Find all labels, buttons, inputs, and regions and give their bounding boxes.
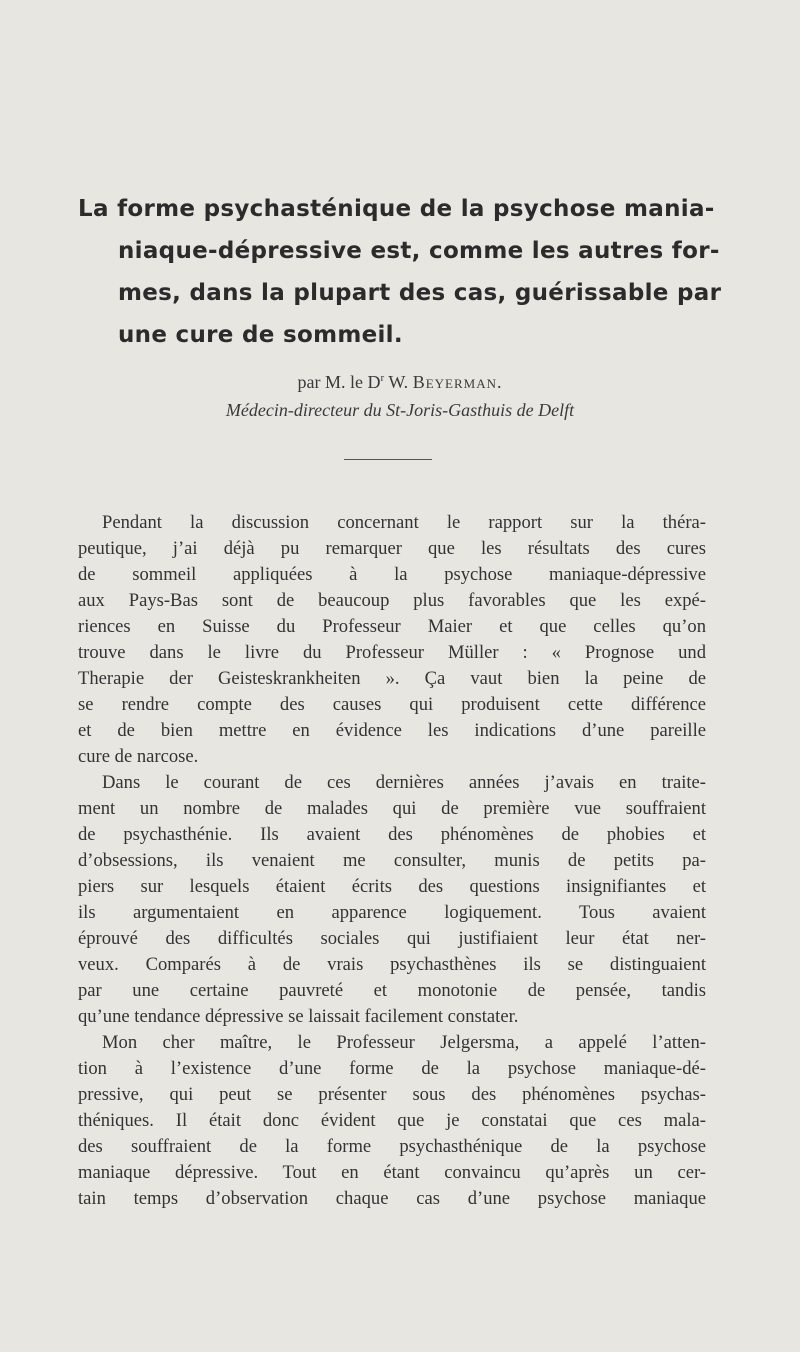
body-line: aux Pays-Bas sont de beaucoup plus favorables que les expé- bbox=[78, 590, 706, 611]
author-affiliation: Médecin-directeur du St-Joris-Gasthuis de Delft bbox=[225, 400, 575, 420]
body-line: et de bien mettre en évidence les indications d’une pareille bbox=[78, 720, 706, 741]
byline-sup: r bbox=[380, 372, 385, 384]
body-line: Mon cher maître, le Professeur Jelgersma, a appelé l’atten- bbox=[102, 1032, 706, 1053]
body-line: tion à l’existence d’une forme de la psychose maniaque-dé- bbox=[78, 1058, 706, 1079]
body-line: maniaque dépressive. Tout en étant convaincu qu’après un cer- bbox=[78, 1162, 706, 1183]
body-line: d’obsessions, ils venaient me consulter, munis de petits pa- bbox=[78, 850, 706, 871]
body-text bbox=[78, 510, 706, 1212]
author-name: Beyerman. bbox=[412, 372, 503, 392]
title-line: une cure de sommeil. bbox=[118, 322, 403, 348]
body-line: par une certaine pauvreté et monotonie de pensée, tandis bbox=[78, 980, 706, 1001]
body-line: veux. Comparés à de vrais psychasthènes ils se distinguaient bbox=[78, 954, 706, 975]
body-line: tain temps d’observation chaque cas d’une psychose maniaque bbox=[78, 1188, 706, 1209]
body-line: riences en Suisse du Professeur Maier et que celles qu’on bbox=[78, 616, 706, 637]
body-line: de sommeil appliquées à la psychose maniaque-dépressive bbox=[78, 564, 706, 585]
body-line: des souffraient de la forme psychasthénique de la psychose bbox=[78, 1136, 706, 1157]
byline-initial: W. bbox=[384, 372, 413, 392]
body-line: peutique, j’ai déjà pu remarquer que les résultats des cures bbox=[78, 538, 706, 559]
body-line: Pendant la discussion concernant le rapport sur la théra- bbox=[102, 512, 706, 533]
body-line: de psychasthénie. Ils avaient des phénomènes de phobies et bbox=[78, 824, 706, 845]
body-line: piers sur lesquels étaient écrits des questions insignifiantes et bbox=[78, 876, 706, 897]
body-line: qu’une tendance dépressive se laissait facilement constater. bbox=[78, 1006, 519, 1027]
article-title bbox=[78, 188, 722, 356]
body-line: éprouvé des difficultés sociales qui justifiaient leur état ner- bbox=[78, 928, 706, 949]
author-byline bbox=[0, 372, 800, 393]
body-line: cure de narcose. bbox=[78, 746, 199, 767]
body-line: Dans le courant de ces dernières années j’avais en traite- bbox=[102, 772, 706, 793]
body-line: ment un nombre de malades qui de première vue souffraient bbox=[78, 798, 706, 819]
title-line: mes, dans la plupart des cas, guérissable par bbox=[118, 280, 722, 306]
byline-prefix: par M. le D bbox=[297, 372, 381, 392]
body-line: pressive, qui peut se présenter sous des phénomènes psychas- bbox=[78, 1084, 706, 1105]
title-line: La forme psychasténique de la psychose mania- bbox=[78, 196, 715, 222]
body-line: se rendre compte des causes qui produisent cette différence bbox=[78, 694, 706, 715]
body-line: Therapie der Geisteskrankheiten ». Ça vaut bien la peine de bbox=[78, 668, 706, 689]
body-line: ils argumentaient en apparence logiquement. Tous avaient bbox=[78, 902, 706, 923]
separator-rule bbox=[344, 459, 432, 460]
title-line: niaque-dépressive est, comme les autres for- bbox=[118, 238, 720, 264]
body-line: théniques. Il était donc évident que je constatai que ces mala- bbox=[78, 1110, 706, 1131]
body-line: trouve dans le livre du Professeur Müller : « Prognose und bbox=[78, 642, 706, 663]
